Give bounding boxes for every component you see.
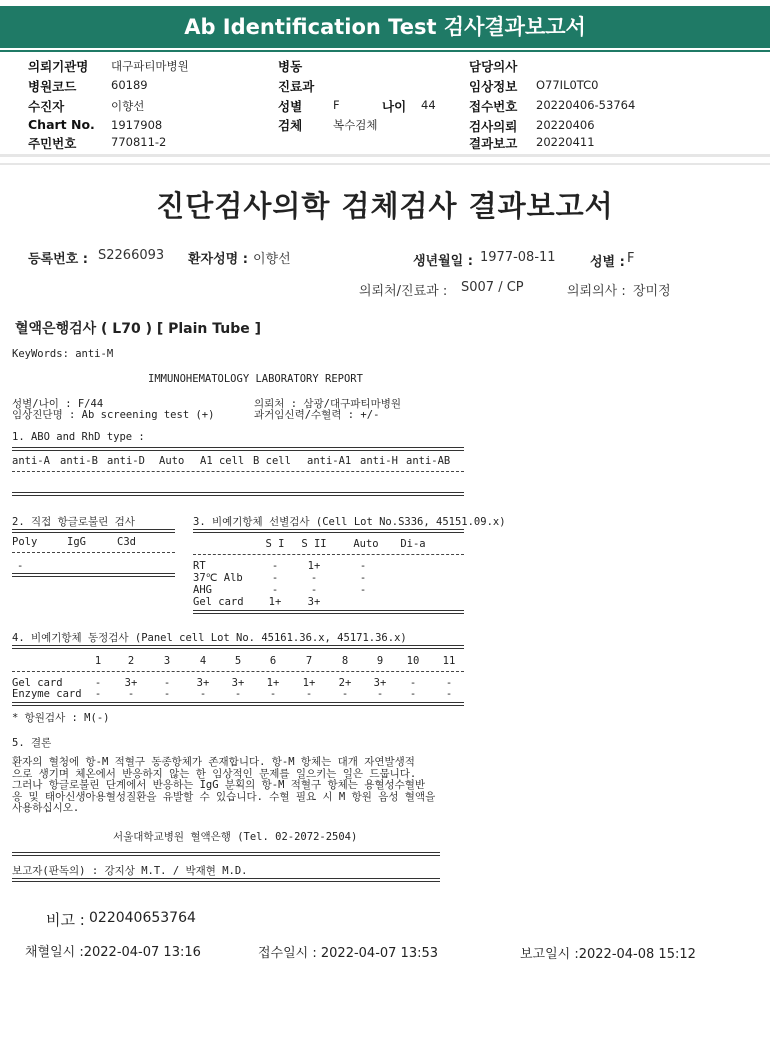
antigen-result: * 항원검사 : M(-) xyxy=(12,712,110,724)
conclusion-line: 환자의 혈청에 항-M 적혈구 동종항체가 존재합니다. 항-M 항체는 대개 자연발생적 xyxy=(12,756,415,768)
panel-cell: - xyxy=(94,688,102,700)
report-date-value: 20220411 xyxy=(536,135,595,149)
screen-r2-v1: - xyxy=(310,584,318,596)
dat-h0: Poly xyxy=(12,536,38,548)
ward-label: 병동 xyxy=(278,59,303,74)
specimen-label: 검체 xyxy=(278,118,303,133)
abo-h1: anti-B xyxy=(60,455,98,467)
reporter-bottom-rule xyxy=(12,878,440,882)
dept-label: 진료과 xyxy=(278,79,315,94)
dat-value: - xyxy=(17,560,24,572)
panel-cell: 2+ xyxy=(338,677,352,689)
abo-h4: A1 cell xyxy=(200,455,245,467)
rrn-value: 770811-2 xyxy=(111,135,167,149)
hospital-value: 대구파티마병원 xyxy=(111,59,189,73)
panel-r1-label: Enzyme card xyxy=(12,688,82,700)
reporter: 보고자(판독의) : 강지상 M.T. / 박재현 M.D. xyxy=(12,865,248,877)
panel-col-header: 5 xyxy=(234,655,242,667)
panel-col-header: 7 xyxy=(305,655,313,667)
bloodbank: 서울대학교병원 혈액은행 (Tel. 02-2072-2504) xyxy=(113,831,358,843)
dat-h2: C3d xyxy=(117,536,136,548)
panel-col-header: 2 xyxy=(127,655,135,667)
dat-mid-rule xyxy=(12,552,175,553)
section-title: 혈액은행검사 ( L70 ) [ Plain Tube ] xyxy=(15,321,262,337)
report-header-title: Ab Identification Test 검사결과보고서 xyxy=(184,15,586,39)
hospital-label: 의뢰기관명 xyxy=(28,59,89,74)
panel-col-header: 3 xyxy=(163,655,171,667)
sex-value: F xyxy=(333,98,340,112)
dat-title: 2. 직접 항글로불린 검사 xyxy=(12,516,135,528)
req-doctor-value: 장미정 xyxy=(633,284,671,299)
diagnosis: 임상진단명 : Ab screening test (+) xyxy=(12,409,215,421)
panel-cell: 3+ xyxy=(373,677,387,689)
report-sex-label: 성별 : xyxy=(590,255,625,270)
conclusion-title: 5. 결론 xyxy=(12,737,52,749)
code-value: 60189 xyxy=(111,78,148,92)
conclusion-line: 응 및 태아신생아용혈성질환을 유발할 수 있습니다. 수혈 필요 시 M 항원 음성 혈액을 xyxy=(12,790,436,803)
note-label: 비고 : xyxy=(46,911,85,929)
patient-value: 이향선 xyxy=(111,99,145,113)
req-doctor-label: 의뢰의사 : xyxy=(567,284,626,299)
rrn-label: 주민번호 xyxy=(28,136,77,151)
screen-r2-v0: - xyxy=(271,584,279,596)
screen-top-rule xyxy=(193,529,464,533)
history: 과거임신력/수혈력 : +/- xyxy=(254,409,380,421)
panel-cell: 1+ xyxy=(302,677,316,689)
abo-h5: B cell xyxy=(253,455,291,467)
abo-h0: anti-A xyxy=(12,455,50,467)
doctor-label: 담당의사 xyxy=(469,59,518,74)
request-label: 검사의뢰 xyxy=(469,119,518,134)
age-label: 나이 xyxy=(382,99,407,114)
requester: 의뢰처 : 삼광/대구파티마병원 xyxy=(254,398,402,410)
panel-bottom-rule xyxy=(12,702,464,706)
panel-cell: - xyxy=(409,677,417,689)
panel-cell: - xyxy=(376,688,384,700)
panel-cell: 3+ xyxy=(124,677,138,689)
screen-bottom-rule xyxy=(193,610,464,614)
dob-label: 생년월일 : xyxy=(413,254,473,269)
conclusion-line: 사용하십시오. xyxy=(12,802,80,814)
screen-r1-v0: - xyxy=(271,572,279,584)
abo-h2: anti-D xyxy=(107,455,145,467)
screen-r0-v1: 1+ xyxy=(307,560,321,572)
screen-h1: S II xyxy=(301,538,327,550)
screen-r2-v2: - xyxy=(359,584,367,596)
lab-heading: IMMUNOHEMATOLOGY LABORATORY REPORT xyxy=(148,373,363,385)
screen-h0: S I xyxy=(265,538,285,550)
screen-mid-rule xyxy=(193,554,464,555)
report-time: 보고일시 :2022-04-08 15:12 xyxy=(520,947,696,962)
panel-cell: - xyxy=(234,688,242,700)
request-value: 20220406 xyxy=(536,118,595,132)
screen-r1-label: 37℃ Alb xyxy=(193,572,243,584)
panel-cell: - xyxy=(341,688,349,700)
req-dept-label: 의뢰처/진료과 : xyxy=(359,284,448,299)
header-divider xyxy=(0,50,770,52)
screen-r0-label: RT xyxy=(193,560,206,572)
screen-r3-v1: 3+ xyxy=(307,596,321,608)
abo-h7: anti-H xyxy=(360,455,398,467)
report-title: 진단검사의학 검체검사 결과보고서 xyxy=(156,189,614,223)
note-value: 022040653764 xyxy=(89,910,196,926)
panel-col-header: 10 xyxy=(406,655,420,667)
name-label: 환자성명 : xyxy=(188,252,248,267)
chart-value: 1917908 xyxy=(111,118,163,132)
panel-title: 4. 비예기항체 동정검사 (Panel cell Lot No. 45161.36.x, 45171.36.x) xyxy=(12,632,407,644)
abo-h3: Auto xyxy=(159,455,185,467)
screen-h2: Auto xyxy=(353,538,379,550)
conclusion-text xyxy=(12,757,435,815)
keywords: KeyWords: anti-M xyxy=(12,348,114,360)
panel-cell: - xyxy=(305,688,313,700)
panel-cell: - xyxy=(199,688,207,700)
clinical-label: 임상정보 xyxy=(469,79,518,94)
age-value: 44 xyxy=(421,98,436,112)
panel-top-rule xyxy=(12,645,464,649)
panel-cell: - xyxy=(163,688,171,700)
panel-col-header: 1 xyxy=(94,655,102,667)
collect-time: 채혈일시 :2022-04-07 13:16 xyxy=(25,945,201,960)
conclusion-line: 그러나 항글로불린 단계에서 반응하는 IgG 분획의 항-M 적혈구 항체는 용혈성수혈반 xyxy=(12,779,426,791)
panel-cell: 3+ xyxy=(231,677,245,689)
chart-label: Chart No. xyxy=(28,117,95,132)
specimen-value: 복수검체 xyxy=(333,118,378,132)
sex-age: 성별/나이 : F/44 xyxy=(12,398,104,410)
separator-bottom xyxy=(0,163,770,165)
panel-col-header: 8 xyxy=(341,655,349,667)
screen-title: 3. 비예기항체 선별검사 (Cell Lot No.S336, 45151.09.x) xyxy=(193,516,506,528)
panel-cell: - xyxy=(163,677,171,689)
panel-cell: - xyxy=(445,677,453,689)
reporter-top-rule xyxy=(12,852,440,856)
panel-cell: 3+ xyxy=(196,677,210,689)
panel-col-header: 6 xyxy=(269,655,277,667)
screen-r1-v2: - xyxy=(359,572,367,584)
receipt-value: 20220406-53764 xyxy=(536,98,636,112)
clinical-value: O77IL0TC0 xyxy=(536,78,599,92)
patient-label: 수진자 xyxy=(28,99,65,114)
receive-time: 접수일시 : 2022-04-07 13:53 xyxy=(258,946,439,961)
screen-h3: Di-a xyxy=(400,538,426,550)
screen-r0-v2: - xyxy=(359,560,367,572)
dat-bottom-rule xyxy=(12,573,175,577)
reg-label: 등록번호 : xyxy=(28,252,88,267)
conclusion-line: 으로 생기며 체온에서 반응하지 않는 한 임상적인 문제를 일으키는 일은 드뭅니다. xyxy=(12,767,417,780)
report-date-label: 결과보고 xyxy=(469,136,518,151)
panel-cell: 1+ xyxy=(266,677,280,689)
screen-r0-v0: - xyxy=(271,560,279,572)
dat-h1: IgG xyxy=(67,536,86,548)
abo-h6: anti-A1 xyxy=(307,455,352,467)
separator-top xyxy=(0,154,770,157)
panel-r0-label: Gel card xyxy=(12,677,63,689)
reg-value: S2266093 xyxy=(98,248,165,263)
panel-col-header: 9 xyxy=(376,655,384,667)
panel-cell: - xyxy=(409,688,417,700)
receipt-label: 접수번호 xyxy=(469,99,518,114)
dob-value: 1977-08-11 xyxy=(480,250,556,265)
panel-mid-rule xyxy=(12,671,464,672)
panel-cell: - xyxy=(269,688,277,700)
screen-r1-v1: - xyxy=(310,572,318,584)
panel-col-header: 11 xyxy=(442,655,456,667)
abo-h8: anti-AB xyxy=(406,455,451,467)
abo-top-rule xyxy=(12,447,464,451)
sex-label: 성별 xyxy=(278,99,303,114)
panel-cell: - xyxy=(94,677,102,689)
dat-top-rule xyxy=(12,529,175,533)
abo-bottom-rule xyxy=(12,492,464,496)
panel-cell: - xyxy=(127,688,135,700)
name-value: 이향선 xyxy=(253,252,291,267)
code-label: 병원코드 xyxy=(28,79,77,94)
req-dept-value: S007 / CP xyxy=(461,280,524,295)
panel-col-header: 4 xyxy=(199,655,207,667)
screen-r3-label: Gel card xyxy=(193,596,244,608)
abo-title: 1. ABO and RhD type : xyxy=(12,431,145,443)
screen-r2-label: AHG xyxy=(193,584,212,596)
screen-r3-v0: 1+ xyxy=(268,596,282,608)
report-sex-value: F xyxy=(627,251,635,266)
panel-cell: - xyxy=(445,688,453,700)
abo-mid-rule xyxy=(12,471,464,472)
